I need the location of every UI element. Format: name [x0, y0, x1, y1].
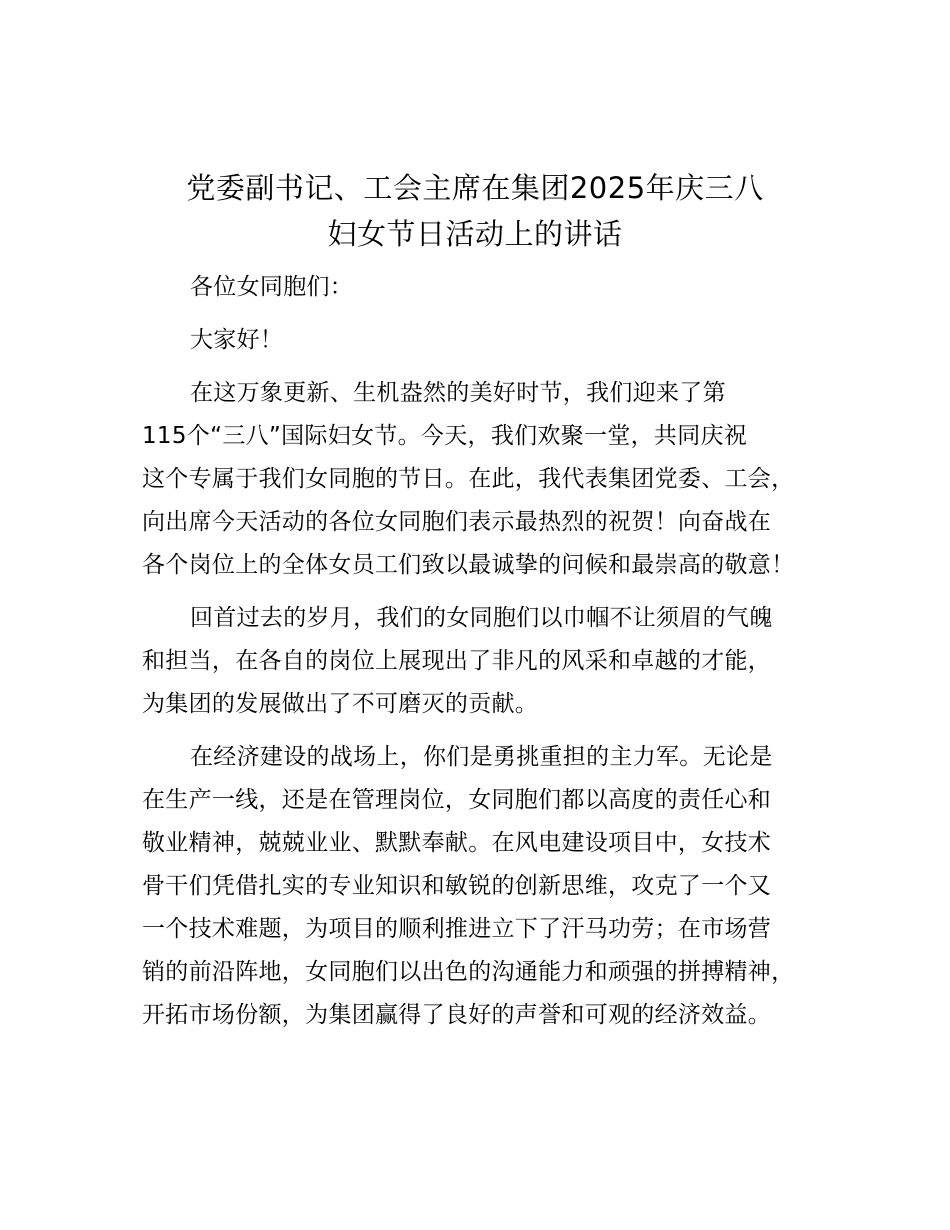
paragraph-3-line-7: 开拓市场份额，为集团赢得了良好的声誉和可观的经济效益。: [142, 1002, 772, 1028]
paragraph-1-line-3: 这个专属于我们女同胞的节日。在此，我代表集团党委、工会，: [142, 466, 795, 492]
greeting: 大家好！: [190, 327, 284, 353]
paragraph-3-line-2: 在生产一线，还是在管理岗位，女同胞们都以高度的责任心和: [142, 787, 772, 813]
paragraph-3-line-6: 销的前沿阵地，女同胞们以出色的沟通能力和顽强的拼搏精神，: [142, 959, 795, 985]
document-title-line-1: 党委副书记、工会主席在集团2025年庆三八: [186, 171, 764, 205]
salutation: 各位女同胞们：: [190, 274, 354, 300]
paragraph-1-line-1: 在这万象更新、生机盎然的美好时节，我们迎来了第: [190, 380, 726, 406]
paragraph-3-line-3: 敬业精神，兢兢业业、默默奉献。在风电建设项目中，女技术: [142, 830, 772, 856]
paragraph-3-line-1: 在经济建设的战场上，你们是勇挑重担的主力军。无论是: [190, 744, 773, 770]
paragraph-2-line-1: 回首过去的岁月，我们的女同胞们以巾帼不让须眉的气魄: [190, 605, 773, 631]
paragraph-3-line-5: 一个技术难题，为项目的顺利推进立下了汗马功劳；在市场营: [142, 916, 772, 942]
document-title-line-2: 妇女节日活动上的讲话: [327, 217, 623, 251]
paragraph-1-line-5: 各个岗位上的全体女员工们致以最诚挚的问候和最崇高的敬意！: [142, 552, 795, 578]
paragraph-3-line-4: 骨干们凭借扎实的专业知识和敏锐的创新思维，攻克了一个又: [142, 873, 772, 899]
paragraph-1-line-4: 向出席今天活动的各位女同胞们表示最热烈的祝贺！向奋战在: [142, 509, 772, 535]
paragraph-2-line-3: 为集团的发展做出了不可磨灭的贡献。: [142, 691, 539, 717]
paragraph-1-line-2: 115个“三八”国际妇女节。今天，我们欢聚一堂，共同庆祝: [142, 423, 748, 449]
paragraph-2-line-2: 和担当，在各自的岗位上展现出了非凡的风采和卓越的才能，: [142, 648, 772, 674]
